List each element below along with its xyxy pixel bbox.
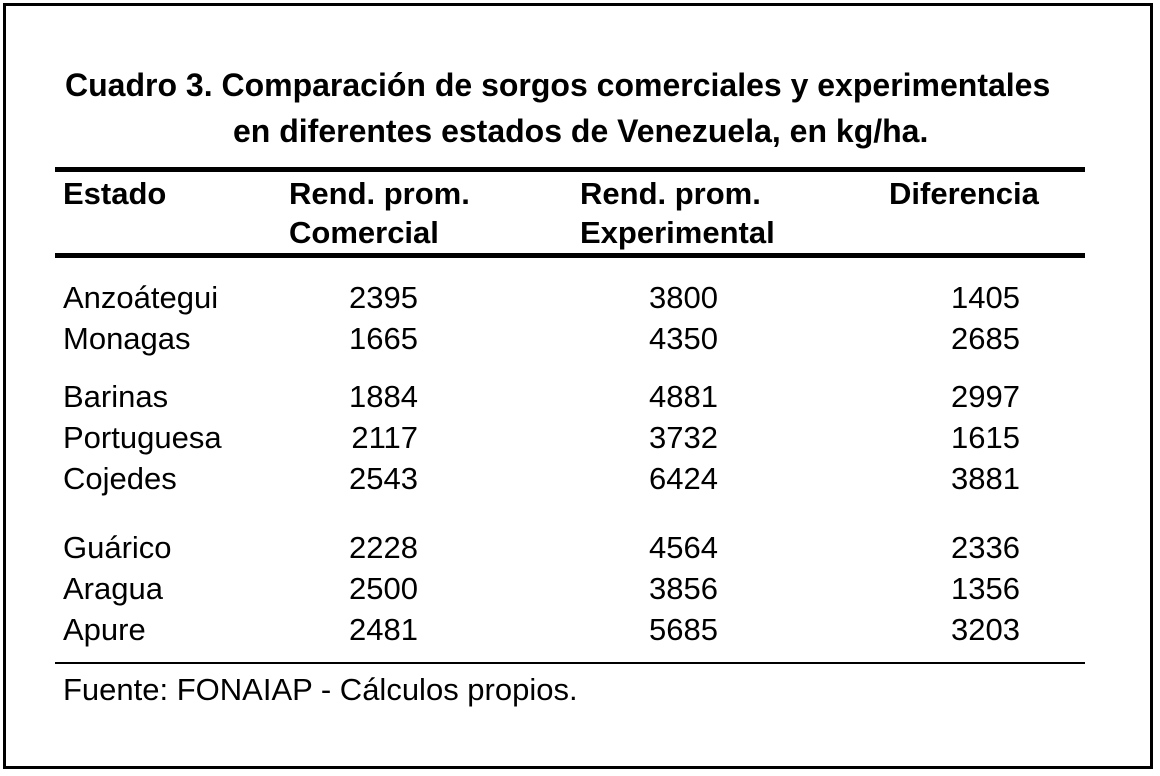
cell-diferencia: 1356 <box>951 571 1020 606</box>
cell-comercial: 2500 <box>349 571 418 606</box>
cell-comercial: 2228 <box>349 530 418 565</box>
cell-diferencia: 2336 <box>951 530 1020 565</box>
cell-comercial: 1665 <box>349 321 418 356</box>
cell-experimental: 3732 <box>649 420 718 455</box>
cell-diferencia: 2685 <box>951 321 1020 356</box>
header-experimental-line-2: Experimental <box>580 215 775 250</box>
cell-diferencia: 2997 <box>951 379 1020 414</box>
cell-estado: Anzoátegui <box>63 280 219 315</box>
header-diferencia <box>889 174 1039 213</box>
header-rule <box>55 253 1085 258</box>
cell-estado: Barinas <box>63 379 169 414</box>
cell-experimental: 4564 <box>649 530 718 565</box>
title-line-2: en diferentes estados de Venezuela, en kg/ha. <box>233 113 929 149</box>
header-comercial-line-1: Rend. prom. <box>289 176 470 211</box>
cell-estado: Portuguesa <box>63 420 222 455</box>
cell-estado: Guárico <box>63 530 172 565</box>
top-rule <box>55 167 1085 172</box>
header-experimental-line-1: Rend. prom. <box>580 176 761 211</box>
table-row <box>0 377 1160 417</box>
cell-estado: Cojedes <box>63 461 177 496</box>
header-estado-label: Estado <box>63 176 167 211</box>
cell-diferencia: 1405 <box>951 280 1020 315</box>
cell-comercial: 2395 <box>349 280 418 315</box>
header-experimental <box>580 174 775 252</box>
title-line-1: Cuadro 3. Comparación de sorgos comerciales y experimentales <box>65 67 1051 103</box>
cell-experimental: 5685 <box>649 612 718 647</box>
table-row <box>0 278 1160 318</box>
cell-experimental: 3800 <box>649 280 718 315</box>
bottom-rule <box>55 662 1085 664</box>
table-row <box>0 319 1160 359</box>
cell-estado: Aragua <box>63 571 163 606</box>
cell-estado: Monagas <box>63 321 191 356</box>
cell-experimental: 4881 <box>649 379 718 414</box>
header-comercial-line-2: Comercial <box>289 215 439 250</box>
cell-diferencia: 3881 <box>951 461 1020 496</box>
cell-experimental: 6424 <box>649 461 718 496</box>
cell-diferencia: 3203 <box>951 612 1020 647</box>
table-title <box>65 62 1125 154</box>
header-estado <box>63 174 166 213</box>
table-row <box>0 610 1160 650</box>
table-row <box>0 418 1160 458</box>
table-row <box>0 569 1160 609</box>
cell-comercial: 2117 <box>351 420 418 455</box>
table-row <box>0 528 1160 568</box>
cell-estado: Apure <box>63 612 146 647</box>
cell-comercial: 2543 <box>349 461 418 496</box>
header-diferencia-label: Diferencia <box>889 176 1039 211</box>
cell-diferencia: 1615 <box>951 420 1020 455</box>
cell-comercial: 2481 <box>349 612 418 647</box>
header-comercial <box>289 174 470 252</box>
source-note: Fuente: FONAIAP - Cálculos propios. <box>63 672 578 707</box>
cell-experimental: 4350 <box>649 321 718 356</box>
cell-experimental: 3856 <box>649 571 718 606</box>
cell-comercial: 1884 <box>349 379 418 414</box>
table-row <box>0 459 1160 499</box>
